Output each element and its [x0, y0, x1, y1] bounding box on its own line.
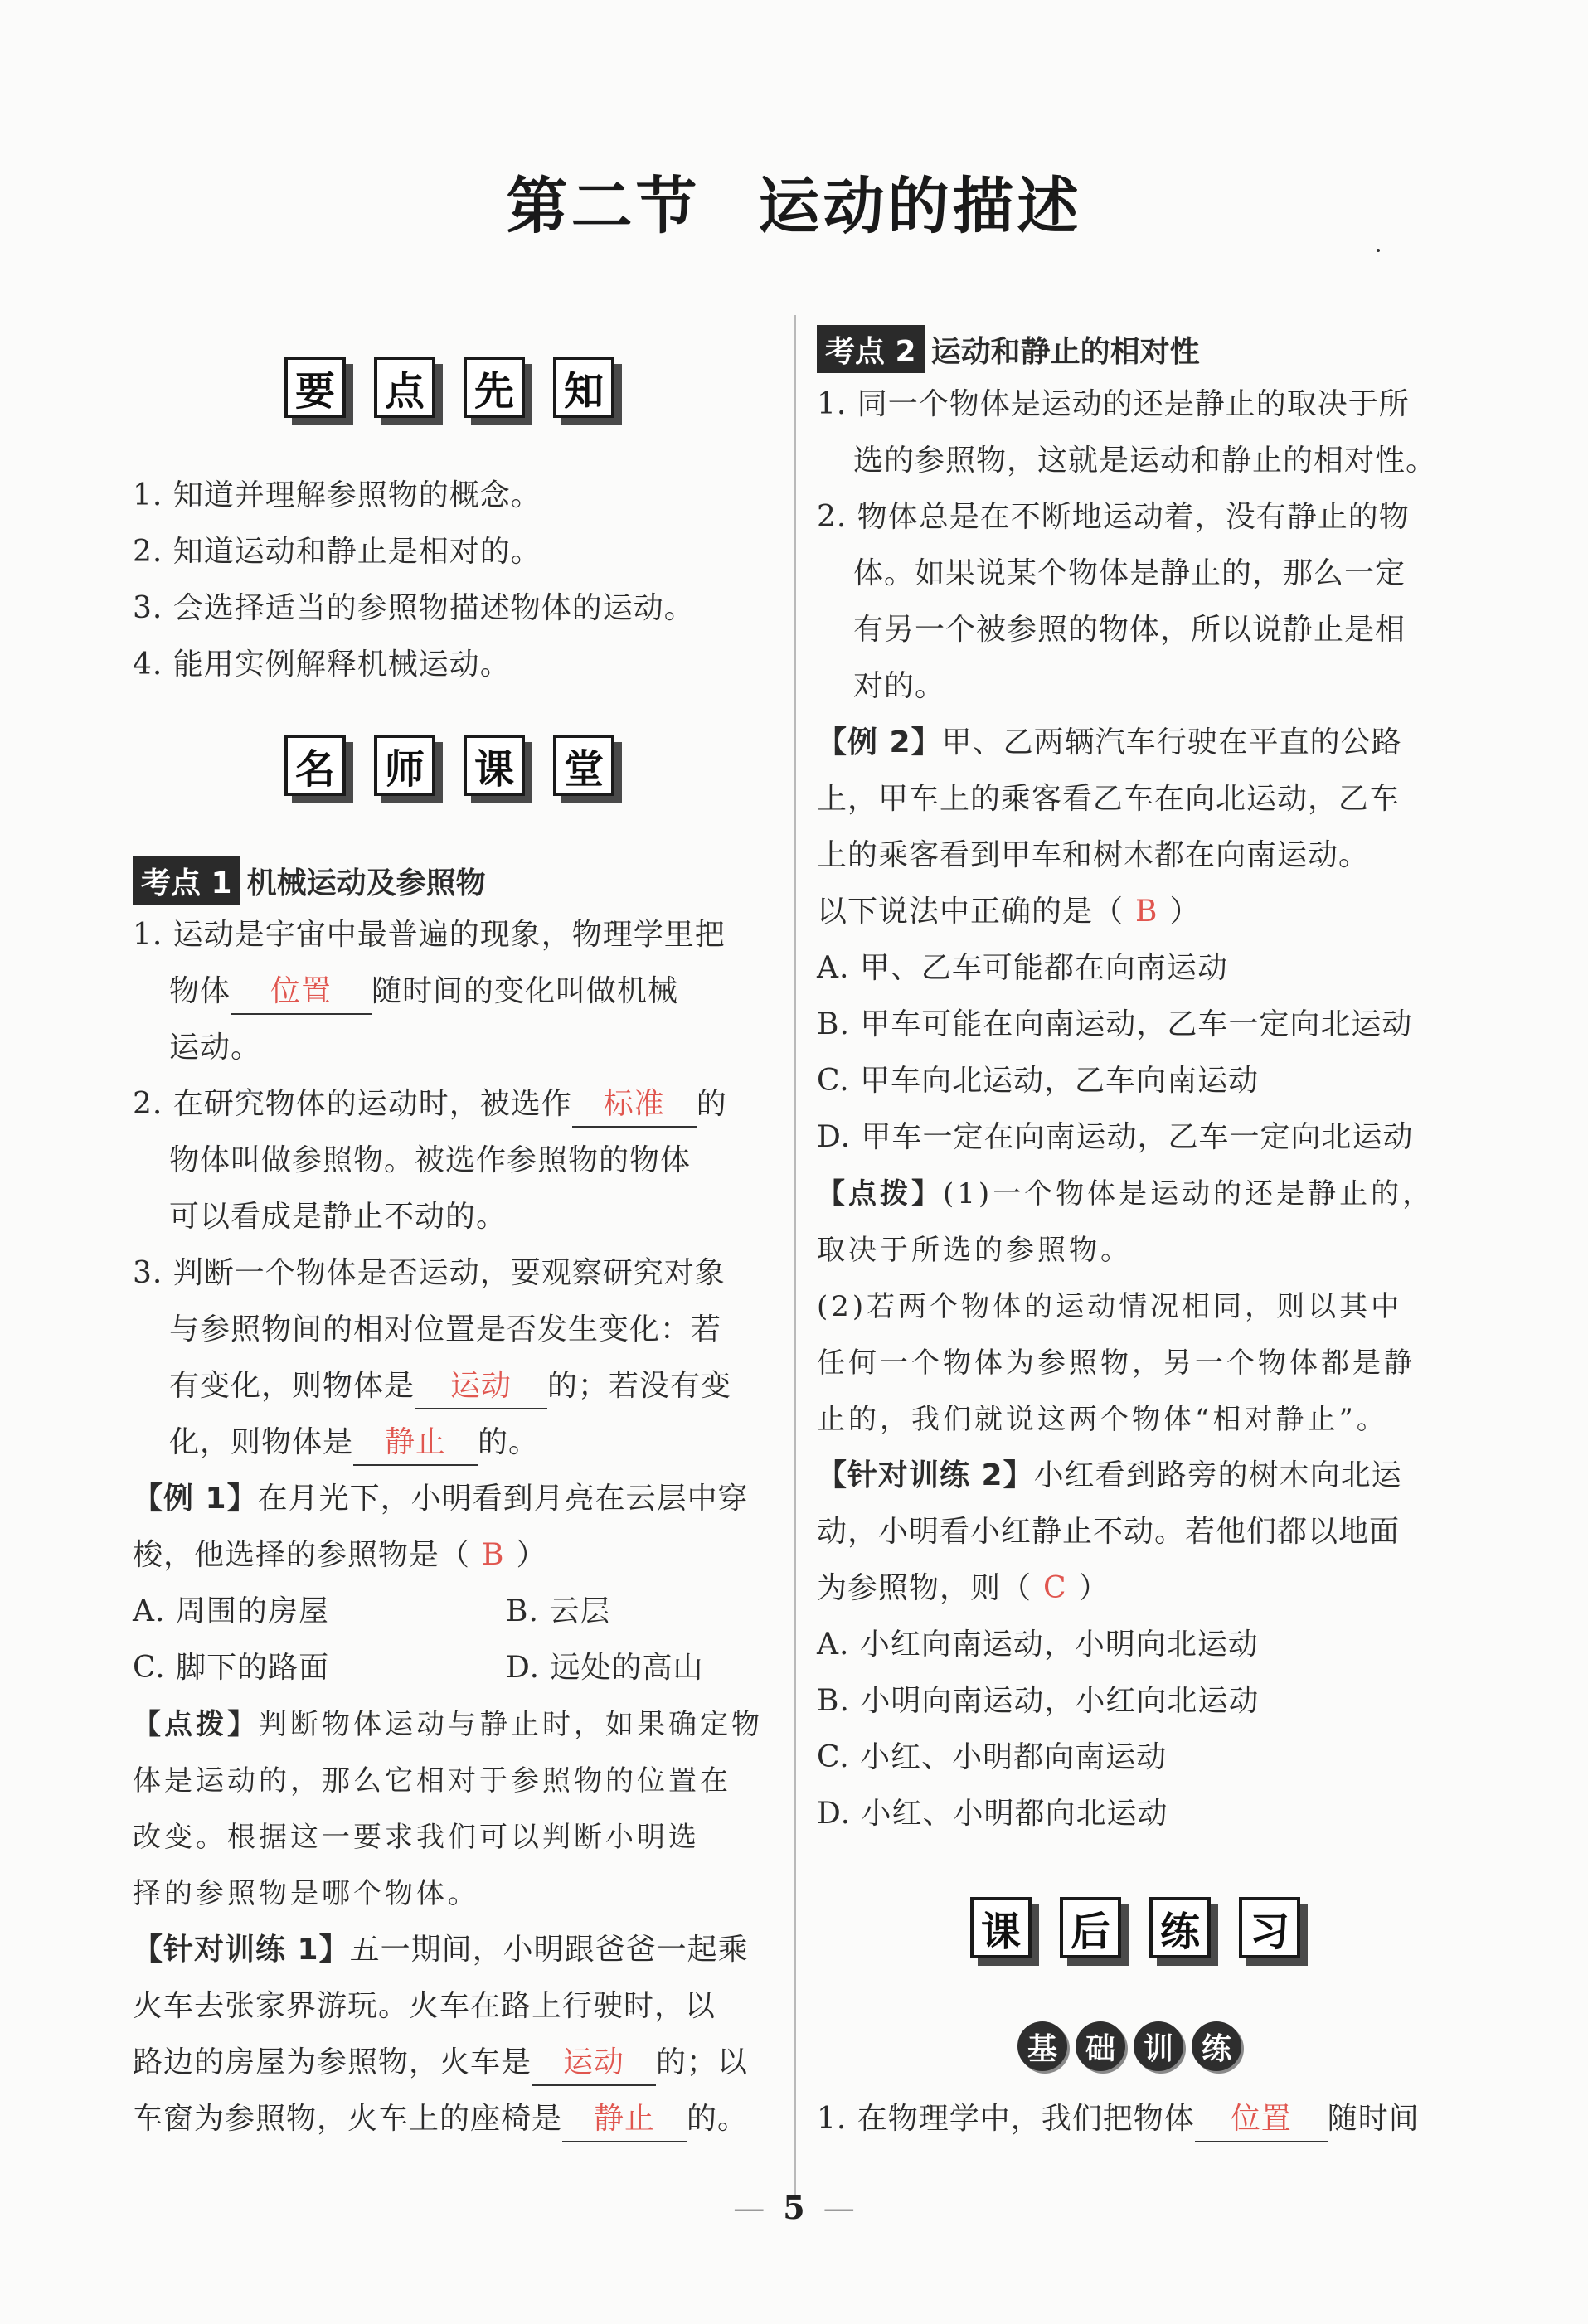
point-3-line: 3. 判断一个物体是否运动，要观察研究对象 [133, 1256, 726, 1290]
objective-item: 4. 能用实例解释机械运动。 [133, 648, 511, 682]
training-label: 【针对训练 1】 [133, 1933, 350, 1967]
example-2-line: 【例 2】甲、乙两辆汽车行驶在平直的公路 [817, 725, 1402, 759]
training-1-line: 火车去张家界游玩。火车在路上行驶时，以 [133, 1989, 716, 2023]
header-tile: 后 [1060, 1897, 1121, 1958]
option-d: D. 远处的高山 [506, 1651, 704, 1685]
example-2-line: 上，甲车上的乘客看乙车在向北运动，乙车 [817, 782, 1401, 816]
objective-item: 2. 知道运动和静止是相对的。 [133, 535, 541, 569]
header-circle: 础 [1076, 2021, 1125, 2071]
answer-blank: 静止 [562, 2098, 687, 2142]
example-answer: B [482, 1538, 505, 1572]
example-answer: B [1135, 895, 1158, 929]
title-section: 第二节 [506, 171, 701, 242]
example-2-line: 上的乘客看到甲车和树木都在向南运动。 [817, 838, 1370, 872]
point-2-line: 可以看成是静止不动的。 [169, 1200, 507, 1234]
option-c: C. 甲车向北运动，乙车向南运动 [817, 1064, 1260, 1098]
example-label: 【例 1】 [133, 1482, 258, 1516]
tip-2-line: 任何一个物体为参照物，另一个物体都是静 [817, 1346, 1416, 1380]
tip-1-line: 改变。根据这一要求我们可以判断小明选 [133, 1821, 700, 1854]
header-tile: 练 [1149, 1897, 1211, 1958]
answer-blank: 运动 [415, 1365, 547, 1409]
header-tile: 课 [464, 735, 525, 796]
example-label: 【例 2】 [817, 725, 942, 759]
page-title [0, 158, 1588, 245]
point-2-line: 2. 在研究物体的运动时，被选作 标准 的 [133, 1076, 727, 1133]
header-tile: 课 [970, 1897, 1032, 1958]
page-number: — 5 — [733, 2189, 855, 2226]
objective-item: 1. 知道并理解参照物的概念。 [133, 478, 541, 512]
header-tile: 要 [284, 357, 346, 418]
kaodian-2-heading [817, 325, 1200, 373]
option-d: D. 甲车一定在向南运动，乙车一定向北运动 [817, 1120, 1414, 1154]
title-topic: 运动的描述 [758, 171, 1082, 242]
answer-blank: 静止 [353, 1421, 478, 1466]
point-3-line: 与参照物间的相对位置是否发生变化：若 [169, 1312, 722, 1346]
header-jichuxunlian [1017, 2021, 1241, 2071]
training-2-line: 【针对训练 2】小红看到路旁的树木向北运 [817, 1458, 1402, 1492]
training-1-line: 车窗为参照物，火车上的座椅是 静止 的。 [133, 2091, 748, 2147]
header-tile: 堂 [553, 735, 614, 796]
header-yaodianxianzhi [284, 357, 614, 418]
option-a: A. 甲、乙车可能都在向南运动 [817, 951, 1228, 985]
option-a: A. 周围的房屋 [133, 1594, 329, 1628]
tip-label: 【点拨】 [133, 1708, 259, 1741]
point-2-line: 物体叫做参照物。被选作参照物的物体 [169, 1143, 692, 1177]
option-a: A. 小红向南运动，小明向北运动 [817, 1628, 1259, 1662]
tip-1-line: 择的参照物是哪个物体。 [133, 1877, 479, 1910]
tip-1-line: 体是运动的，那么它相对于参照物的位置在 [133, 1764, 731, 1798]
relativity-2-line: 2. 物体总是在不断地运动着，没有静止的物 [817, 500, 1410, 534]
scan-speck [1377, 249, 1380, 252]
header-circle: 练 [1192, 2021, 1241, 2071]
relativity-2-line: 对的。 [853, 669, 946, 703]
point-1-line: 运动。 [169, 1031, 262, 1065]
tip-2-line: 【点拨】(1)一个物体是运动的还是静止的， [817, 1177, 1435, 1211]
option-b: B. 甲车可能在向南运动，乙车一定向北运动 [817, 1007, 1413, 1041]
header-tile: 先 [464, 357, 525, 418]
header-circle: 基 [1017, 2021, 1067, 2071]
option-d: D. 小红、小明都向北运动 [817, 1797, 1168, 1831]
relativity-2-line: 有另一个被参照的物体，所以说静止是相 [853, 613, 1406, 647]
training-label: 【针对训练 2】 [817, 1458, 1034, 1492]
answer-blank: 标准 [572, 1083, 697, 1128]
training-1-line: 【针对训练 1】五一期间，小明跟爸爸一起乘 [133, 1933, 749, 1967]
answer-blank: 运动 [532, 2041, 656, 2086]
relativity-1-line: 1. 同一个物体是运动的还是静止的取决于所 [817, 387, 1410, 421]
header-tile: 点 [374, 357, 435, 418]
header-tile: 名 [284, 735, 346, 796]
training-1-line: 路边的房屋为参照物，火车是 运动 的；以 [133, 2035, 748, 2091]
tip-label: 【点拨】 [817, 1177, 943, 1211]
example-2-line: 以下说法中正确的是（ B ） [817, 895, 1201, 929]
point-3-line: 化，则物体是 静止 的。 [133, 1414, 539, 1471]
option-c: C. 小红、小明都向南运动 [817, 1740, 1168, 1774]
relativity-1-line: 选的参照物，这就是运动和静止的相对性。 [853, 444, 1437, 478]
kaodian-title: 运动和静止的相对性 [930, 334, 1200, 369]
option-c: C. 脚下的路面 [133, 1651, 330, 1685]
header-tile: 习 [1239, 1897, 1300, 1958]
header-mingshiketang [284, 735, 614, 796]
point-3-line: 有变化，则物体是 运动 的；若没有变 [133, 1358, 731, 1414]
tip-2-line: 止的，我们就说这两个物体“相对静止”。 [817, 1403, 1388, 1436]
point-1-line: 1. 运动是宇宙中最普遍的现象，物理学里把 [133, 918, 726, 952]
kaodian-tag: 考点 1 [133, 856, 240, 905]
answer-blank: 位置 [1195, 2098, 1328, 2142]
column-divider [794, 315, 796, 2197]
training-answer: C [1043, 1571, 1067, 1605]
objective-item: 3. 会选择适当的参照物描述物体的运动。 [133, 591, 695, 625]
example-1-line: 梭，他选择的参照物是（ B ） [133, 1538, 547, 1572]
example-1-line: 【例 1】在月光下，小明看到月亮在云层中穿 [133, 1482, 749, 1516]
answer-blank: 位置 [231, 970, 372, 1015]
header-tile: 师 [374, 735, 435, 796]
tip-2-line: (2)若两个物体的运动情况相同，则以其中 [817, 1290, 1403, 1323]
option-b: B. 小明向南运动，小红向北运动 [817, 1684, 1260, 1718]
training-2-line: 为参照物，则（ C ） [817, 1571, 1110, 1605]
tip-2-line: 取决于所选的参照物。 [817, 1234, 1132, 1267]
option-b: B. 云层 [506, 1594, 611, 1628]
header-circle: 训 [1134, 2021, 1183, 2071]
question-1-line: 1. 在物理学中，我们把物体 位置 随时间 [817, 2091, 1420, 2147]
relativity-2-line: 体。如果说某个物体是静止的，那么一定 [853, 556, 1406, 590]
point-1-line: 物体 位置 随时间的变化叫做机械 [133, 963, 678, 1020]
header-kehoulianxi [970, 1897, 1300, 1958]
kaodian-title: 机械运动及参照物 [246, 866, 486, 900]
kaodian-1-heading [133, 856, 486, 905]
kaodian-tag: 考点 2 [817, 325, 925, 373]
header-tile: 知 [553, 357, 614, 418]
tip-1-line: 【点拨】判断物体运动与静止时，如果确定物 [133, 1708, 763, 1741]
training-2-line: 动，小明看小红静止不动。若他们都以地面 [817, 1515, 1401, 1549]
